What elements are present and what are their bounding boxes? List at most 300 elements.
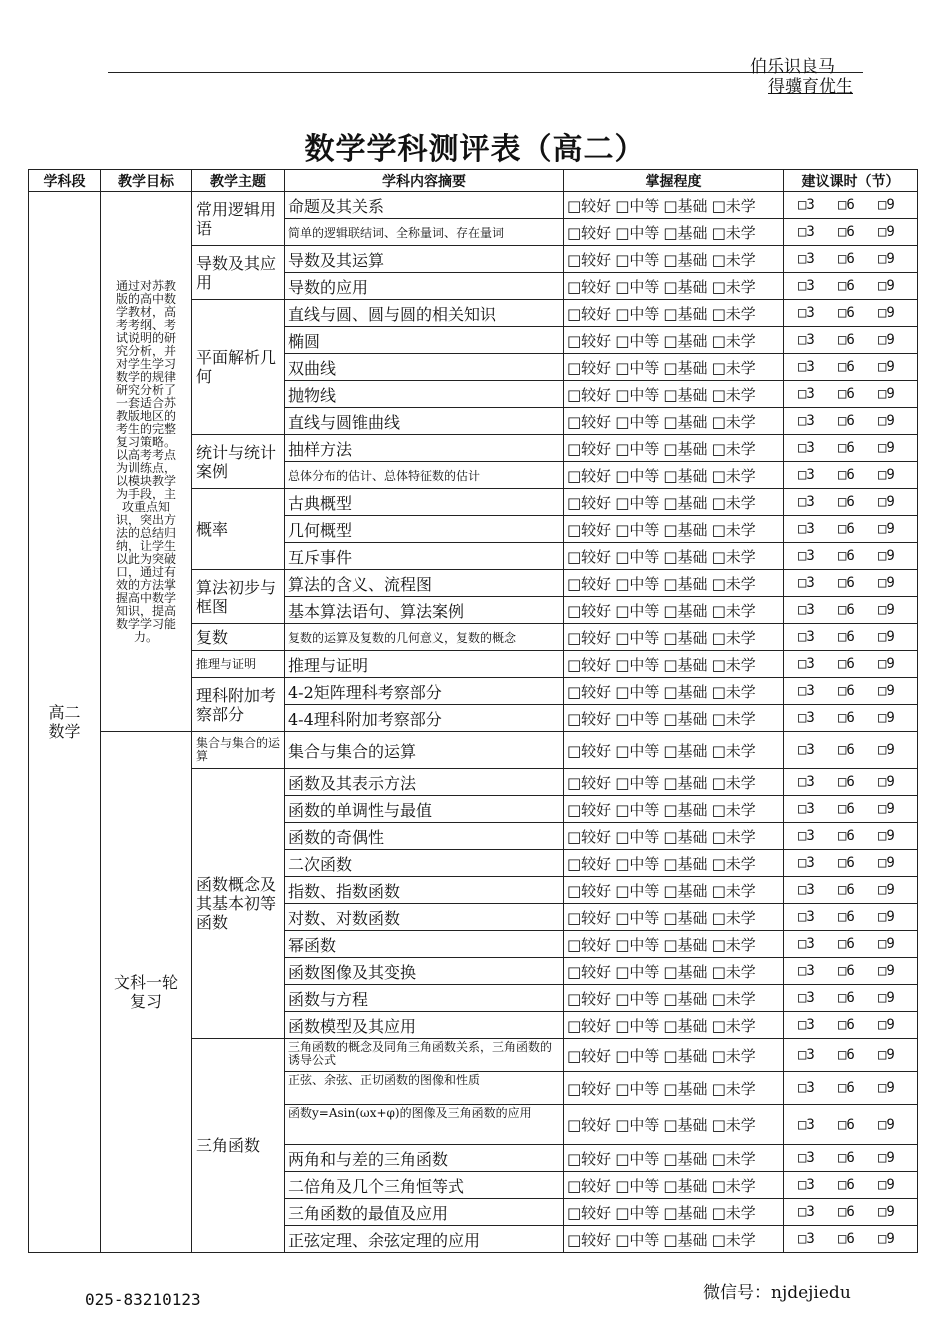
mastery-option-checkbox[interactable]: □中等 [615,331,660,350]
hours-option-checkbox[interactable]: □9 [878,440,895,456]
hours-option-checkbox[interactable]: □6 [838,710,855,726]
hours-option-checkbox[interactable]: □6 [838,359,855,375]
mastery-option-checkbox[interactable]: □基础 [663,881,708,900]
hours-option-checkbox[interactable]: □3 [798,1177,815,1193]
hours-option-checkbox[interactable]: □6 [838,882,855,898]
hours-option-checkbox[interactable]: □6 [838,1116,855,1133]
hours-option-checkbox[interactable]: □3 [798,278,815,294]
mastery-option-checkbox[interactable]: □基础 [663,773,708,792]
hours-option-checkbox[interactable]: □3 [798,602,815,618]
hours-option-checkbox[interactable]: □6 [838,413,855,429]
hours-option-checkbox[interactable]: □9 [878,548,895,564]
mastery-option-checkbox[interactable]: □中等 [615,277,660,296]
mastery-cell [564,192,784,219]
mastery-option-checkbox[interactable]: □中等 [615,827,660,846]
hours-option-checkbox[interactable]: □3 [798,828,815,844]
mastery-option-checkbox[interactable]: □较好 [567,1203,612,1222]
hours-option-checkbox[interactable]: □6 [838,251,855,267]
hours-option-checkbox[interactable]: □3 [798,359,815,375]
mastery-option-checkbox[interactable]: □基础 [663,277,708,296]
mastery-option-checkbox[interactable]: □未学 [711,385,756,404]
content-cell: 总体分布的估计、总体特征数的估计 [285,462,564,489]
mastery-option-checkbox[interactable]: □较好 [567,574,612,593]
mastery-option-checkbox[interactable]: □中等 [615,935,660,954]
hours-option-checkbox[interactable]: □3 [798,1150,815,1166]
mastery-option-checkbox[interactable]: □基础 [663,358,708,377]
mastery-option-checkbox[interactable]: □中等 [615,962,660,981]
hours-option-checkbox[interactable]: □3 [798,963,815,979]
hours-option-checkbox[interactable]: □3 [798,855,815,871]
hours-option-checkbox[interactable]: □9 [878,1116,895,1133]
hours-option-checkbox[interactable]: □9 [878,1231,895,1247]
mastery-option-checkbox[interactable]: □未学 [711,601,756,620]
hours-option-checkbox[interactable]: □6 [838,909,855,925]
mastery-option-checkbox[interactable]: □较好 [567,493,612,512]
mastery-option-checkbox[interactable]: □未学 [711,1046,756,1065]
hours-option-checkbox[interactable]: □3 [798,774,815,790]
mastery-option-checkbox[interactable]: □较好 [567,1176,612,1195]
hours-option-checkbox[interactable]: □3 [798,413,815,429]
hours-cell [784,462,918,489]
hours-option-checkbox[interactable]: □9 [878,602,895,618]
content-cell: 推理与证明 [285,651,564,678]
mastery-option-checkbox[interactable]: □中等 [615,547,660,566]
mastery-option-checkbox[interactable]: □未学 [711,655,756,674]
hours-option-checkbox[interactable]: □6 [838,1177,855,1193]
mastery-option-checkbox[interactable]: □未学 [711,493,756,512]
hours-option-checkbox[interactable]: □6 [838,683,855,699]
hours-option-checkbox[interactable]: □6 [838,774,855,790]
mastery-option-checkbox[interactable]: □未学 [711,520,756,539]
mastery-option-checkbox[interactable]: □未学 [711,250,756,269]
hours-option-checkbox[interactable]: □3 [798,305,815,321]
mastery-option-checkbox[interactable]: □中等 [615,1016,660,1035]
hours-option-checkbox[interactable]: □9 [878,1204,895,1220]
hours-option-checkbox[interactable]: □6 [838,467,855,483]
mastery-option-checkbox[interactable]: □中等 [615,304,660,323]
mastery-option-checkbox[interactable]: □基础 [663,741,708,760]
mastery-cell [564,516,784,543]
mastery-option-checkbox[interactable]: □较好 [567,628,612,647]
mastery-option-checkbox[interactable]: □未学 [711,304,756,323]
mastery-option-checkbox[interactable]: □较好 [567,682,612,701]
mastery-option-checkbox[interactable]: □未学 [711,628,756,647]
hours-cell [784,516,918,543]
hours-option-checkbox[interactable]: □6 [838,386,855,402]
hours-cell [784,327,918,354]
hours-option-checkbox[interactable]: □9 [878,882,895,898]
hours-option-checkbox[interactable]: □6 [838,936,855,952]
hours-option-checkbox[interactable]: □6 [838,197,855,213]
hours-option-checkbox[interactable]: □3 [798,1231,815,1247]
hours-option-checkbox[interactable]: □9 [878,774,895,790]
mastery-option-checkbox[interactable]: □未学 [711,1149,756,1168]
mastery-option-checkbox[interactable]: □中等 [615,358,660,377]
hours-option-checkbox[interactable]: □9 [878,909,895,925]
hours-option-checkbox[interactable]: □9 [878,990,895,1006]
mastery-option-checkbox[interactable]: □较好 [567,1016,612,1035]
mastery-option-checkbox[interactable]: □较好 [567,709,612,728]
hours-option-checkbox[interactable]: □3 [798,575,815,591]
content-cell: 命题及其关系 [285,192,564,219]
hours-option-checkbox[interactable]: □6 [838,963,855,979]
mastery-option-checkbox[interactable]: □基础 [663,547,708,566]
hours-option-checkbox[interactable]: □9 [878,359,895,375]
hours-option-checkbox[interactable]: □3 [798,683,815,699]
mastery-option-checkbox[interactable]: □基础 [663,466,708,485]
mastery-option-checkbox[interactable]: □未学 [711,908,756,927]
mastery-option-checkbox[interactable]: □较好 [567,412,612,431]
mastery-option-checkbox[interactable]: □较好 [567,1079,612,1098]
hours-option-checkbox[interactable]: □3 [798,1116,815,1133]
hours-option-checkbox[interactable]: □9 [878,683,895,699]
mastery-option-checkbox[interactable]: □较好 [567,908,612,927]
mastery-option-checkbox[interactable]: □基础 [663,709,708,728]
mastery-option-checkbox[interactable]: □较好 [567,1149,612,1168]
hours-option-checkbox[interactable]: □6 [838,828,855,844]
mastery-option-checkbox[interactable]: □中等 [615,250,660,269]
mastery-option-checkbox[interactable]: □未学 [711,358,756,377]
mastery-option-checkbox[interactable]: □基础 [663,574,708,593]
hours-option-checkbox[interactable]: □9 [878,801,895,817]
mastery-option-checkbox[interactable]: □未学 [711,196,756,215]
hours-option-checkbox[interactable]: □6 [838,1204,855,1220]
hours-option-checkbox[interactable]: □3 [798,197,815,213]
hours-option-checkbox[interactable]: □6 [838,1150,855,1166]
hours-option-checkbox[interactable]: □9 [878,494,895,510]
mastery-option-checkbox[interactable]: □基础 [663,1016,708,1035]
hours-option-checkbox[interactable]: □3 [798,386,815,402]
mastery-option-checkbox[interactable]: □中等 [615,908,660,927]
hours-option-checkbox[interactable]: □9 [878,521,895,537]
hours-option-checkbox[interactable]: □6 [838,494,855,510]
hours-option-checkbox[interactable]: □6 [838,521,855,537]
mastery-option-checkbox[interactable]: □未学 [711,277,756,296]
mastery-option-checkbox[interactable]: □较好 [567,741,612,760]
hours-option-checkbox[interactable]: □9 [878,710,895,726]
col-header-hours: 建议课时（节） [784,170,918,192]
hours-option-checkbox[interactable]: □6 [838,440,855,456]
hours-option-checkbox[interactable]: □9 [878,1017,895,1033]
mastery-option-checkbox[interactable]: □中等 [615,741,660,760]
mastery-option-checkbox[interactable]: □较好 [567,1230,612,1249]
mastery-cell [564,1226,784,1253]
hours-option-checkbox[interactable]: □3 [798,1080,815,1096]
hours-option-checkbox[interactable]: □3 [798,548,815,564]
hours-option-checkbox[interactable]: □9 [878,936,895,952]
mastery-option-checkbox[interactable]: □中等 [615,1230,660,1249]
mastery-option-checkbox[interactable]: □基础 [663,223,708,242]
mastery-option-checkbox[interactable]: □较好 [567,935,612,954]
hours-cell [784,958,918,985]
mastery-option-checkbox[interactable]: □较好 [567,962,612,981]
mastery-option-checkbox[interactable]: □基础 [663,1116,708,1134]
mastery-option-checkbox[interactable]: □未学 [711,547,756,566]
mastery-option-checkbox[interactable]: □基础 [663,331,708,350]
mastery-option-checkbox[interactable]: □未学 [711,466,756,485]
hours-option-checkbox[interactable]: □6 [838,548,855,564]
mastery-cell [564,678,784,705]
content-cell: 两角和与差的三角函数 [285,1145,564,1172]
hours-option-checkbox[interactable]: □3 [798,332,815,348]
hours-option-checkbox[interactable]: □3 [798,521,815,537]
mastery-option-checkbox[interactable]: □基础 [663,304,708,323]
mastery-option-checkbox[interactable]: □未学 [711,1079,756,1098]
content-cell: 简单的逻辑联结词、全称量词、存在量词 [285,219,564,246]
mastery-option-checkbox[interactable]: □中等 [615,854,660,873]
mastery-option-checkbox[interactable]: □基础 [663,1203,708,1222]
mastery-option-checkbox[interactable]: □较好 [567,331,612,350]
mastery-option-checkbox[interactable]: □较好 [567,1116,612,1134]
hours-option-checkbox[interactable]: □9 [878,1177,895,1193]
mastery-option-checkbox[interactable]: □中等 [615,412,660,431]
hours-option-checkbox[interactable]: □6 [838,1047,855,1063]
content-cell: 正弦、余弦、正切函数的图像和性质 [285,1072,564,1105]
mastery-option-checkbox[interactable]: □未学 [711,881,756,900]
hours-option-checkbox[interactable]: □3 [798,629,815,645]
mastery-option-checkbox[interactable]: □未学 [711,989,756,1008]
hours-option-checkbox[interactable]: □6 [838,305,855,321]
hours-option-checkbox[interactable]: □3 [798,656,815,672]
mastery-option-checkbox[interactable]: □未学 [711,439,756,458]
mastery-option-checkbox[interactable]: □未学 [711,935,756,954]
mastery-option-checkbox[interactable]: □基础 [663,601,708,620]
mastery-option-checkbox[interactable]: □较好 [567,601,612,620]
mastery-option-checkbox[interactable]: □较好 [567,466,612,485]
hours-option-checkbox[interactable]: □3 [798,1047,815,1063]
mastery-option-checkbox[interactable]: □较好 [567,520,612,539]
mastery-option-checkbox[interactable]: □基础 [663,962,708,981]
mastery-option-checkbox[interactable]: □未学 [711,1203,756,1222]
content-cell: 4-4理科附加考察部分 [285,705,564,732]
hours-option-checkbox[interactable]: □6 [838,224,855,240]
hours-option-checkbox[interactable]: □9 [878,575,895,591]
hours-cell [784,985,918,1012]
mastery-option-checkbox[interactable]: □中等 [615,1116,660,1134]
hours-option-checkbox[interactable]: □6 [838,801,855,817]
mastery-option-checkbox[interactable]: □较好 [567,385,612,404]
mastery-option-checkbox[interactable]: □较好 [567,854,612,873]
mastery-option-checkbox[interactable]: □中等 [615,1203,660,1222]
mastery-option-checkbox[interactable]: □未学 [711,1116,756,1134]
mastery-option-checkbox[interactable]: □较好 [567,358,612,377]
mastery-option-checkbox[interactable]: □较好 [567,439,612,458]
mastery-option-checkbox[interactable]: □中等 [615,223,660,242]
mastery-option-checkbox[interactable]: □基础 [663,682,708,701]
hours-option-checkbox[interactable]: □9 [878,197,895,213]
mastery-option-checkbox[interactable]: □较好 [567,277,612,296]
hours-option-checkbox[interactable]: □9 [878,224,895,240]
mastery-option-checkbox[interactable]: □中等 [615,800,660,819]
mastery-option-checkbox[interactable]: □中等 [615,196,660,215]
mastery-option-checkbox[interactable]: □基础 [663,1079,708,1098]
mastery-cell [564,273,784,300]
mastery-option-checkbox[interactable]: □较好 [567,800,612,819]
hours-option-checkbox[interactable]: □9 [878,742,895,758]
hours-option-checkbox[interactable]: □3 [798,1204,815,1220]
mastery-option-checkbox[interactable]: □较好 [567,1046,612,1065]
mastery-option-checkbox[interactable]: □中等 [615,1176,660,1195]
mastery-option-checkbox[interactable]: □中等 [615,655,660,674]
hours-option-checkbox[interactable]: □3 [798,909,815,925]
mastery-option-checkbox[interactable]: □中等 [615,385,660,404]
hours-option-checkbox[interactable]: □3 [798,224,815,240]
hours-option-checkbox[interactable]: □9 [878,828,895,844]
mastery-option-checkbox[interactable]: □中等 [615,1079,660,1098]
mastery-option-checkbox[interactable]: □中等 [615,1149,660,1168]
hours-option-checkbox[interactable]: □9 [878,386,895,402]
mastery-option-checkbox[interactable]: □基础 [663,439,708,458]
hours-option-checkbox[interactable]: □3 [798,742,815,758]
hours-option-checkbox[interactable]: □3 [798,467,815,483]
hours-cell [784,1172,918,1199]
topic-cell: 理科附加考察部分 [192,678,285,732]
mastery-option-checkbox[interactable]: □未学 [711,1176,756,1195]
hours-option-checkbox[interactable]: □3 [798,936,815,952]
mastery-option-checkbox[interactable]: □基础 [663,1149,708,1168]
hours-option-checkbox[interactable]: □9 [878,332,895,348]
mastery-option-checkbox[interactable]: □中等 [615,628,660,647]
hours-option-checkbox[interactable]: □9 [878,1150,895,1166]
mastery-option-checkbox[interactable]: □较好 [567,881,612,900]
mastery-option-checkbox[interactable]: □较好 [567,655,612,674]
hours-option-checkbox[interactable]: □9 [878,656,895,672]
hours-option-checkbox[interactable]: □6 [838,332,855,348]
mastery-option-checkbox[interactable]: □中等 [615,989,660,1008]
hours-option-checkbox[interactable]: □3 [798,494,815,510]
hours-option-checkbox[interactable]: □9 [878,413,895,429]
mastery-cell [564,877,784,904]
hours-option-checkbox[interactable]: □9 [878,467,895,483]
hours-option-checkbox[interactable]: □6 [838,629,855,645]
hours-option-checkbox[interactable]: □3 [798,251,815,267]
hours-option-checkbox[interactable]: □9 [878,963,895,979]
hours-option-checkbox[interactable]: □9 [878,629,895,645]
hours-option-checkbox[interactable]: □3 [798,882,815,898]
mastery-option-checkbox[interactable]: □中等 [615,1046,660,1065]
mastery-option-checkbox[interactable]: □基础 [663,385,708,404]
hours-option-checkbox[interactable]: □6 [838,278,855,294]
mastery-option-checkbox[interactable]: □未学 [711,412,756,431]
hours-option-checkbox[interactable]: □6 [838,656,855,672]
mastery-option-checkbox[interactable]: □中等 [615,466,660,485]
hours-option-checkbox[interactable]: □9 [878,305,895,321]
hours-option-checkbox[interactable]: □9 [878,278,895,294]
mastery-option-checkbox[interactable]: □基础 [663,1230,708,1249]
topic-cell: 复数 [192,624,285,651]
mastery-option-checkbox[interactable]: □未学 [711,223,756,242]
mastery-option-checkbox[interactable]: □基础 [663,1046,708,1065]
mastery-option-checkbox[interactable]: □基础 [663,493,708,512]
mastery-option-checkbox[interactable]: □基础 [663,250,708,269]
mastery-option-checkbox[interactable]: □未学 [711,1230,756,1249]
hours-option-checkbox[interactable]: □3 [798,990,815,1006]
mastery-option-checkbox[interactable]: □基础 [663,196,708,215]
mastery-option-checkbox[interactable]: □中等 [615,881,660,900]
mastery-option-checkbox[interactable]: □基础 [663,628,708,647]
hours-option-checkbox[interactable]: □6 [838,1231,855,1247]
mastery-cell [564,796,784,823]
hours-option-checkbox[interactable]: □6 [838,602,855,618]
mastery-option-checkbox[interactable]: □中等 [615,601,660,620]
mastery-option-checkbox[interactable]: □未学 [711,773,756,792]
mastery-option-checkbox[interactable]: □基础 [663,655,708,674]
hours-cell [784,624,918,651]
content-cell: 正弦定理、余弦定理的应用 [285,1226,564,1253]
mastery-option-checkbox[interactable]: □未学 [711,741,756,760]
mastery-option-checkbox[interactable]: □未学 [711,827,756,846]
mastery-option-checkbox[interactable]: □较好 [567,989,612,1008]
topic-cell: 统计与统计案例 [192,435,285,489]
content-cell: 直线与圆锥曲线 [285,408,564,435]
mastery-option-checkbox[interactable]: □中等 [615,574,660,593]
mastery-option-checkbox[interactable]: □中等 [615,493,660,512]
mastery-option-checkbox[interactable]: □较好 [567,223,612,242]
hours-option-checkbox[interactable]: □6 [838,990,855,1006]
hours-option-checkbox[interactable]: □6 [838,742,855,758]
mastery-option-checkbox[interactable]: □未学 [711,800,756,819]
mastery-cell [564,931,784,958]
mastery-option-checkbox[interactable]: □基础 [663,412,708,431]
mastery-option-checkbox[interactable]: □较好 [567,827,612,846]
mastery-option-checkbox[interactable]: □基础 [663,520,708,539]
mastery-option-checkbox[interactable]: □中等 [615,773,660,792]
content-cell: 抛物线 [285,381,564,408]
mastery-option-checkbox[interactable]: □未学 [711,574,756,593]
mastery-option-checkbox[interactable]: □中等 [615,682,660,701]
hours-option-checkbox[interactable]: □6 [838,1080,855,1096]
mastery-option-checkbox[interactable]: □较好 [567,196,612,215]
mastery-option-checkbox[interactable]: □中等 [615,709,660,728]
hours-cell [784,823,918,850]
mastery-option-checkbox[interactable]: □基础 [663,800,708,819]
hours-option-checkbox[interactable]: □9 [878,1047,895,1063]
mastery-option-checkbox[interactable]: □较好 [567,773,612,792]
mastery-option-checkbox[interactable]: □基础 [663,908,708,927]
mastery-option-checkbox[interactable]: □较好 [567,250,612,269]
hours-option-checkbox[interactable]: □3 [798,440,815,456]
mastery-option-checkbox[interactable]: □未学 [711,854,756,873]
mastery-option-checkbox[interactable]: □基础 [663,854,708,873]
mastery-option-checkbox[interactable]: □中等 [615,439,660,458]
hours-cell [784,246,918,273]
mastery-option-checkbox[interactable]: □未学 [711,709,756,728]
mastery-option-checkbox[interactable]: □基础 [663,827,708,846]
mastery-option-checkbox[interactable]: □未学 [711,962,756,981]
hours-option-checkbox[interactable]: □3 [798,1017,815,1033]
hours-option-checkbox[interactable]: □6 [838,1017,855,1033]
mastery-option-checkbox[interactable]: □较好 [567,547,612,566]
hours-option-checkbox[interactable]: □3 [798,710,815,726]
col-header-topic: 教学主题 [192,170,285,192]
mastery-option-checkbox[interactable]: □未学 [711,682,756,701]
hours-option-checkbox[interactable]: □9 [878,1080,895,1096]
topic-cell: 集合与集合的运算 [192,732,285,769]
hours-option-checkbox[interactable]: □6 [838,855,855,871]
hours-option-checkbox[interactable]: □9 [878,251,895,267]
mastery-option-checkbox[interactable]: □中等 [615,520,660,539]
hours-option-checkbox[interactable]: □9 [878,855,895,871]
hours-option-checkbox[interactable]: □6 [838,575,855,591]
mastery-option-checkbox[interactable]: □基础 [663,935,708,954]
mastery-option-checkbox[interactable]: □未学 [711,331,756,350]
hours-option-checkbox[interactable]: □3 [798,801,815,817]
mastery-option-checkbox[interactable]: □未学 [711,1016,756,1035]
mastery-cell [564,823,784,850]
mastery-option-checkbox[interactable]: □基础 [663,989,708,1008]
mastery-option-checkbox[interactable]: □较好 [567,304,612,323]
mastery-option-checkbox[interactable]: □基础 [663,1176,708,1195]
